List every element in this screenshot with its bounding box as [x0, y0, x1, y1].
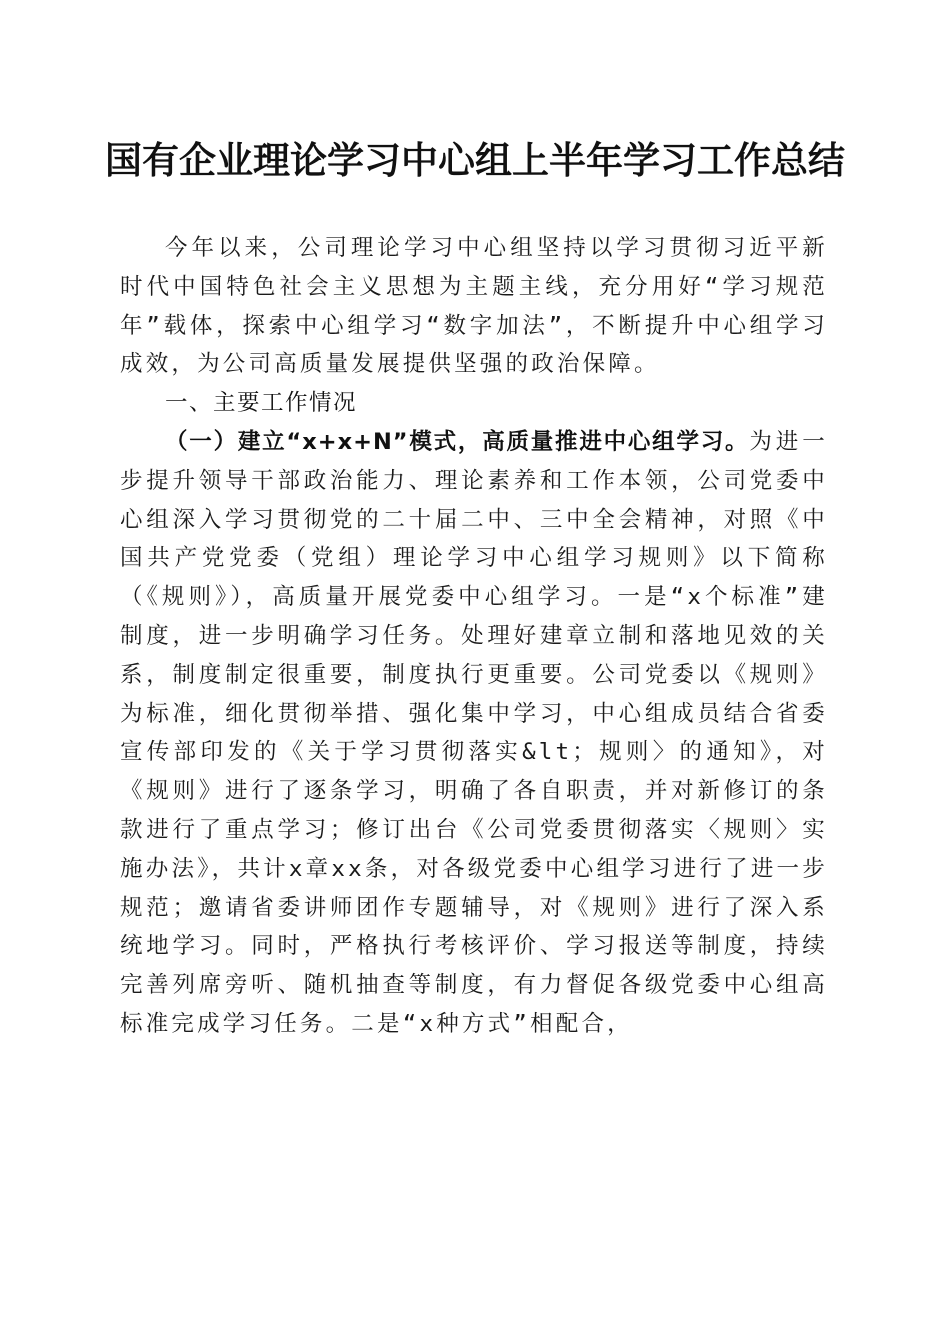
document-body	[120, 229, 828, 1044]
subsection-paragraph	[120, 423, 828, 1044]
subsection-heading: （一）建立“x+x+N”模式，高质量推进中心组学习。	[165, 428, 750, 455]
intro-paragraph: 今年以来，公司理论学习中心组坚持以学习贯彻习近平新时代中国特色社会主义思想为主题主线，充分用好“学习规范年”载体，探索中心组学习“数字加法”，不断提升中心组学习成效，为公司高质量发展提供坚强的政治保障。	[120, 235, 828, 378]
section-heading: 一、主要工作情况	[165, 390, 358, 417]
subsection-body: 为进一步提升领导干部政治能力、理论素养和工作本领，公司党委中心组深入学习贯彻党的二十届二中、三中全会精神，对照《中国共产党党委（党组）理论学习中心组学习规则》以下简称（《规则》），高质量开展党委中心组学习。一是“x个标准”建制度，进一步明确学习任务。处理好建章立制和落地见效的关系，制度制定很重要，制度执行更重要。公司党委以《规则》为标准，细化贯彻举措、强化集中学习，中心组成员结合省委宣传部印发的《关于学习贯彻落实&lt；规则〉的通知》，对《规则》进行了逐条学习，明确了各自职责，并对新修订的条款进行了重点学习；修订出台《公司党委贯彻落实〈规则〉实施办法》，共计x章xx条，对各级党委中心组学习进行了进一步规范；邀请省委讲师团作专题辅导，对《规则》进行了深入系统地学习。同时，严格执行考核评价、学习报送等制度，持续完善列席旁听、随机抽查等制度，有力督促各级党委中心组高标准完成学习任务。二是“x种方式”相配合，	[120, 428, 828, 1037]
document-title: 国有企业理论学习中心组上半年学习工作总结	[105, 138, 845, 182]
